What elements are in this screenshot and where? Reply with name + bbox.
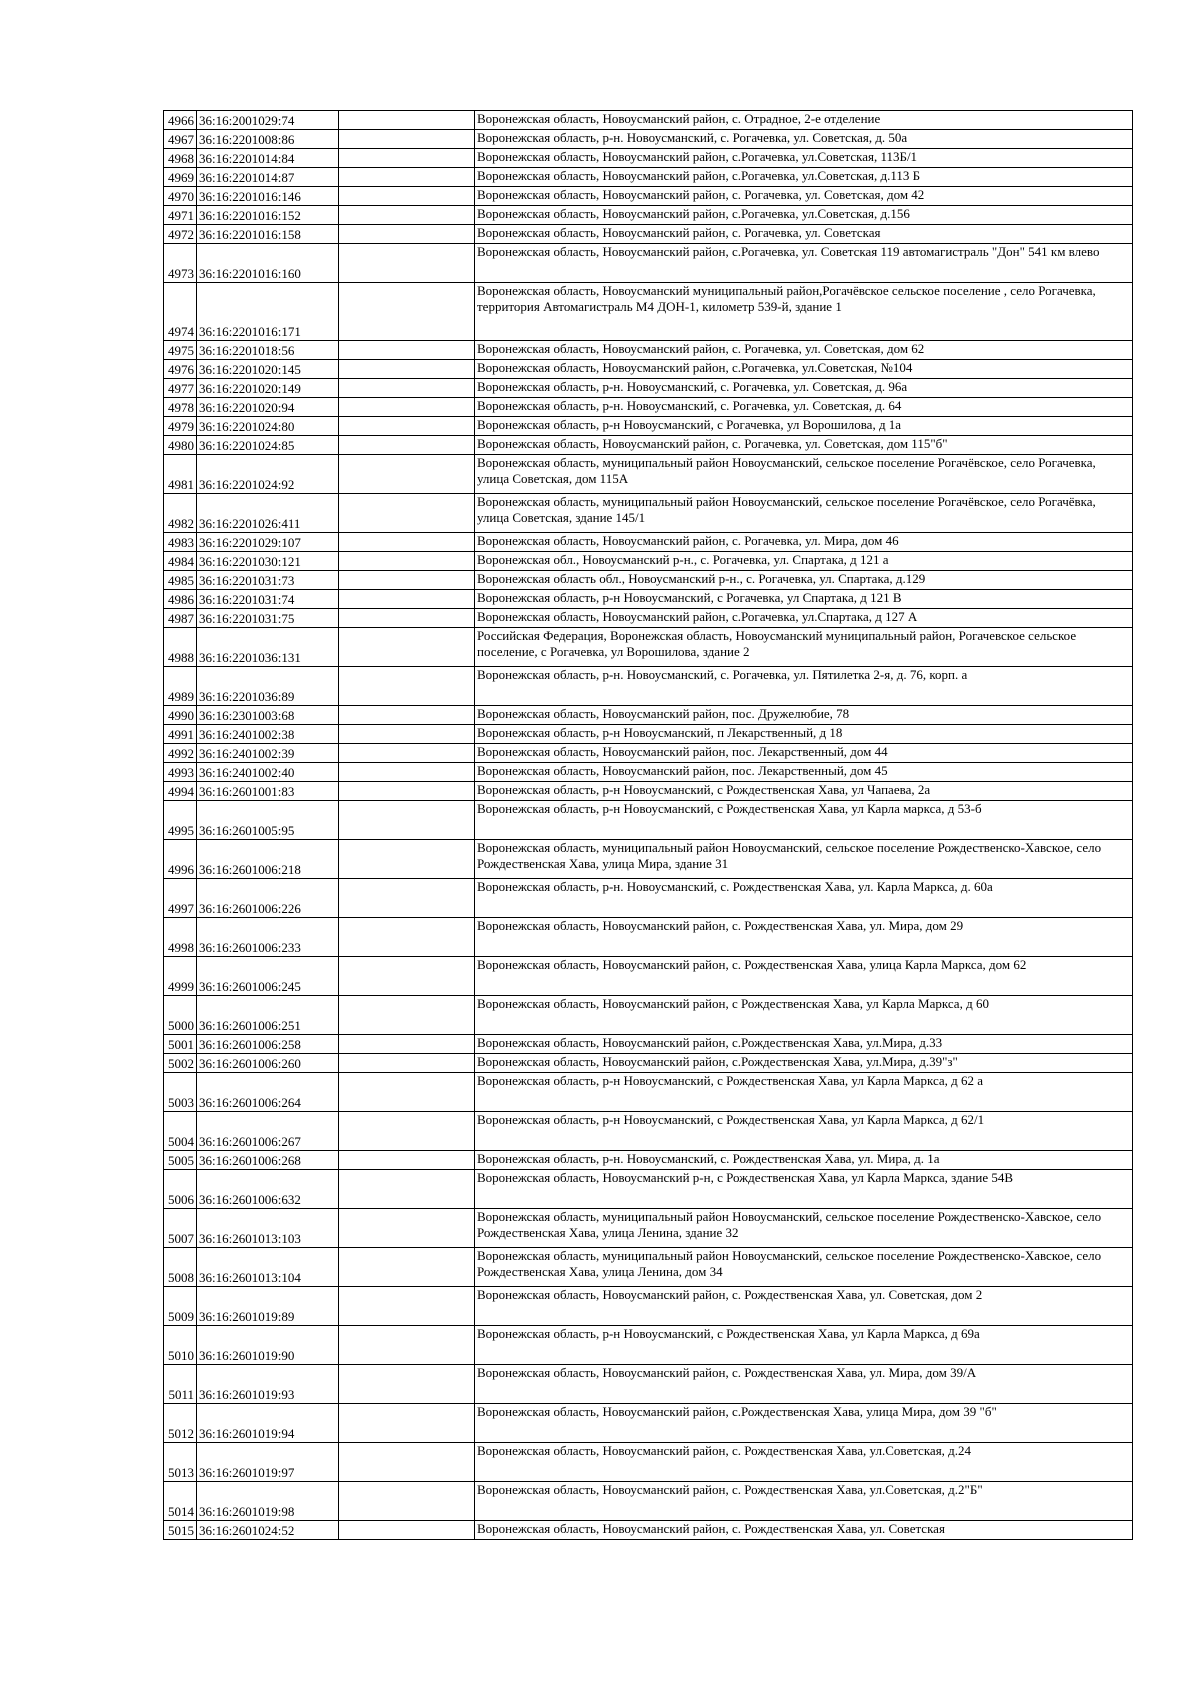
table-row: [164, 149, 1133, 168]
empty-cell: [339, 1073, 475, 1112]
address: Воронежская область, р-н. Новоусманский, с. Рогачевка, ул. Советская, д. 96а: [475, 379, 1133, 398]
table-row: [164, 455, 1133, 494]
address: Воронежская область, Новоусманский район, с. Рождественская Хава, ул. Советская: [475, 1521, 1133, 1540]
cadastral-number: 36:16:2201020:145: [197, 360, 339, 379]
cadastral-number: 36:16:2201014:87: [197, 168, 339, 187]
empty-cell: [339, 168, 475, 187]
empty-cell: [339, 1054, 475, 1073]
table-row: [164, 1443, 1133, 1482]
table-row: [164, 1054, 1133, 1073]
cadastral-number: 36:16:2601019:93: [197, 1365, 339, 1404]
table-row: [164, 879, 1133, 918]
table-row: [164, 1112, 1133, 1151]
cadastral-number: 36:16:2601013:103: [197, 1209, 339, 1248]
address: Российская Федерация, Воронежская область, Новоусманский муниципальный район, Рогачевское сельское поселение, с Рогачевка, ул Ворошилова, здание 2: [475, 628, 1133, 667]
cadastral-number: 36:16:2401002:38: [197, 725, 339, 744]
cadastral-number: 36:16:2601001:83: [197, 782, 339, 801]
cadastral-number: 36:16:2001029:74: [197, 111, 339, 130]
row-number: 4993: [164, 763, 197, 782]
row-number: 4973: [164, 244, 197, 283]
address: Воронежская область, р-н Новоусманский, п Лекарственный, д 18: [475, 725, 1133, 744]
row-number: 4998: [164, 918, 197, 957]
table-row: [164, 1482, 1133, 1521]
registry-table: [163, 110, 1133, 1540]
cadastral-number: 36:16:2401002:40: [197, 763, 339, 782]
address: Воронежская область, Новоусманский район, с. Рогачевка, ул. Советская: [475, 225, 1133, 244]
cadastral-number: 36:16:2401002:39: [197, 744, 339, 763]
table-row: [164, 341, 1133, 360]
empty-cell: [339, 1170, 475, 1209]
row-number: 4987: [164, 609, 197, 628]
cadastral-number: 36:16:2201024:92: [197, 455, 339, 494]
row-number: 5006: [164, 1170, 197, 1209]
address: Воронежская область, Новоусманский район, пос. Лекарственный, дом 45: [475, 763, 1133, 782]
table-row: [164, 918, 1133, 957]
empty-cell: [339, 1521, 475, 1540]
empty-cell: [339, 494, 475, 533]
row-number: 4971: [164, 206, 197, 225]
address: Воронежская область, р-н Новоусманский, с Рождественская Хава, ул Чапаева, 2а: [475, 782, 1133, 801]
empty-cell: [339, 398, 475, 417]
table-row: [164, 398, 1133, 417]
row-number: 5013: [164, 1443, 197, 1482]
table-row: [164, 283, 1133, 341]
address: Воронежская область, Новоусманский район, с. Рогачевка, ул. Советская, дом 115"б": [475, 436, 1133, 455]
cadastral-number: 36:16:2201036:131: [197, 628, 339, 667]
table-row: [164, 628, 1133, 667]
empty-cell: [339, 244, 475, 283]
address: Воронежская область, р-н. Новоусманский, с. Рогачевка, ул. Советская, д. 50а: [475, 130, 1133, 149]
empty-cell: [339, 1404, 475, 1443]
empty-cell: [339, 571, 475, 590]
address: Воронежская область, Новоусманский район, с. Рождественская Хава, ул.Советская, д.24: [475, 1443, 1133, 1482]
empty-cell: [339, 628, 475, 667]
empty-cell: [339, 436, 475, 455]
row-number: 4996: [164, 840, 197, 879]
row-number: 5007: [164, 1209, 197, 1248]
empty-cell: [339, 360, 475, 379]
cadastral-number: 36:16:2201026:411: [197, 494, 339, 533]
address: Воронежская область, Новоусманский район, с. Рогачевка, ул. Мира, дом 46: [475, 533, 1133, 552]
cadastral-number: 36:16:2601019:90: [197, 1326, 339, 1365]
cadastral-number: 36:16:2601006:267: [197, 1112, 339, 1151]
address: Воронежская область, Новоусманский район, пос. Дружелюбие, 78: [475, 706, 1133, 725]
table-row: [164, 168, 1133, 187]
address: Воронежская область, р-н Новоусманский, с Рогачевка, ул Ворошилова, д 1а: [475, 417, 1133, 436]
empty-cell: [339, 417, 475, 436]
row-number: 5008: [164, 1248, 197, 1287]
table-row: [164, 667, 1133, 706]
row-number: 5002: [164, 1054, 197, 1073]
empty-cell: [339, 379, 475, 398]
cadastral-number: 36:16:2201024:80: [197, 417, 339, 436]
cadastral-number: 36:16:2201031:73: [197, 571, 339, 590]
address: Воронежская область, Новоусманский район, с. Рождественская Хава, улица Карла Маркса, дом 62: [475, 957, 1133, 996]
cadastral-number: 36:16:2201018:56: [197, 341, 339, 360]
table-row: [164, 1035, 1133, 1054]
address: Воронежская область, Новоусманский р-н, с Рождественская Хава, ул Карла Маркса, здание 54В: [475, 1170, 1133, 1209]
empty-cell: [339, 1112, 475, 1151]
row-number: 5010: [164, 1326, 197, 1365]
cadastral-number: 36:16:2201016:146: [197, 187, 339, 206]
table-row: [164, 225, 1133, 244]
cadastral-number: 36:16:2601006:226: [197, 879, 339, 918]
empty-cell: [339, 957, 475, 996]
table-row: [164, 436, 1133, 455]
row-number: 4980: [164, 436, 197, 455]
row-number: 4982: [164, 494, 197, 533]
row-number: 4969: [164, 168, 197, 187]
cadastral-number: 36:16:2301003:68: [197, 706, 339, 725]
empty-cell: [339, 552, 475, 571]
row-number: 5014: [164, 1482, 197, 1521]
address: Воронежская область, р-н. Новоусманский, с. Рождественская Хава, ул. Карла Маркса, д. 60а: [475, 879, 1133, 918]
address: Воронежская область, р-н Новоусманский, с Рогачевка, ул Спартака, д 121 В: [475, 590, 1133, 609]
empty-cell: [339, 1326, 475, 1365]
address: Воронежская область, Новоусманский район, с. Рождественская Хава, ул.Советская, д.2"Б": [475, 1482, 1133, 1521]
address: Воронежская область, Новоусманский район, с.Рогачевка, ул.Советская, 113Б/1: [475, 149, 1133, 168]
address: Воронежская область, р-н. Новоусманский, с. Рождественская Хава, ул. Мира, д. 1а: [475, 1151, 1133, 1170]
address: Воронежская область, Новоусманский муниципальный район,Рогачёвское сельское поселение , село Рогачевка, территория Автомагистраль М4 ДОН-1, километр 539-й, здание 1: [475, 283, 1133, 341]
table-row: [164, 763, 1133, 782]
empty-cell: [339, 111, 475, 130]
cadastral-number: 36:16:2601006:218: [197, 840, 339, 879]
empty-cell: [339, 609, 475, 628]
empty-cell: [339, 1035, 475, 1054]
row-number: 4977: [164, 379, 197, 398]
row-number: 5015: [164, 1521, 197, 1540]
cadastral-number: 36:16:2201036:89: [197, 667, 339, 706]
table-row: [164, 417, 1133, 436]
address: Воронежская область, р-н Новоусманский, с Рождественская Хава, ул Карла Маркса, д 62 а: [475, 1073, 1133, 1112]
empty-cell: [339, 455, 475, 494]
address: Воронежская обл., Новоусманский р-н., с. Рогачевка, ул. Спартака, д 121 а: [475, 552, 1133, 571]
table-row: [164, 552, 1133, 571]
empty-cell: [339, 1443, 475, 1482]
address: Воронежская область, Новоусманский район, с.Рогачевка, ул.Спартака, д 127 А: [475, 609, 1133, 628]
address: Воронежская область, р-н Новоусманский, с Рождественская Хава, ул Карла Маркса, д 62/1: [475, 1112, 1133, 1151]
table-row: [164, 206, 1133, 225]
address: Воронежская область, Новоусманский район, с. Отрадное, 2-е отделение: [475, 111, 1133, 130]
table-row: [164, 571, 1133, 590]
table-row: [164, 590, 1133, 609]
table-row: [164, 1521, 1133, 1540]
row-number: 4983: [164, 533, 197, 552]
cadastral-number: 36:16:2601013:104: [197, 1248, 339, 1287]
cadastral-number: 36:16:2601019:98: [197, 1482, 339, 1521]
table-row: [164, 840, 1133, 879]
registry-table-body: [164, 111, 1133, 1540]
table-row: [164, 360, 1133, 379]
cadastral-number: 36:16:2201020:149: [197, 379, 339, 398]
cadastral-number: 36:16:2201014:84: [197, 149, 339, 168]
address: Воронежская область, Новоусманский район, с. Рождественская Хава, ул. Советская, дом 2: [475, 1287, 1133, 1326]
address: Воронежская область, Новоусманский район, с.Рогачевка, ул.Советская, №104: [475, 360, 1133, 379]
empty-cell: [339, 996, 475, 1035]
row-number: 5000: [164, 996, 197, 1035]
empty-cell: [339, 149, 475, 168]
address: Воронежская область, муниципальный район Новоусманский, сельское поселение Рогачёвское, село Рогачёвка, улица Советская, здание 145/1: [475, 494, 1133, 533]
row-number: 4979: [164, 417, 197, 436]
cadastral-number: 36:16:2601006:251: [197, 996, 339, 1035]
row-number: 4991: [164, 725, 197, 744]
table-row: [164, 1248, 1133, 1287]
table-row: [164, 725, 1133, 744]
cadastral-number: 36:16:2201016:160: [197, 244, 339, 283]
empty-cell: [339, 206, 475, 225]
row-number: 4966: [164, 111, 197, 130]
address: Воронежская область, р-н Новоусманский, с Рождественская Хава, ул Карла маркса, д 53-б: [475, 801, 1133, 840]
empty-cell: [339, 1365, 475, 1404]
empty-cell: [339, 840, 475, 879]
empty-cell: [339, 782, 475, 801]
address: Воронежская область, Новоусманский район, с. Рождественская Хава, ул. Мира, дом 29: [475, 918, 1133, 957]
empty-cell: [339, 341, 475, 360]
table-row: [164, 1287, 1133, 1326]
row-number: 4970: [164, 187, 197, 206]
address: Воронежская область, р-н Новоусманский, с Рождественская Хава, ул Карла Маркса, д 69а: [475, 1326, 1133, 1365]
cadastral-number: 36:16:2601006:233: [197, 918, 339, 957]
table-row: [164, 1326, 1133, 1365]
address: Воронежская область, Новоусманский район, с. Рогачевка, ул. Советская, дом 42: [475, 187, 1133, 206]
row-number: 4968: [164, 149, 197, 168]
table-row: [164, 1404, 1133, 1443]
cadastral-number: 36:16:2201016:152: [197, 206, 339, 225]
row-number: 4999: [164, 957, 197, 996]
table-row: [164, 1170, 1133, 1209]
cadastral-number: 36:16:2601019:94: [197, 1404, 339, 1443]
table-row: [164, 1073, 1133, 1112]
row-number: 4985: [164, 571, 197, 590]
row-number: 4990: [164, 706, 197, 725]
row-number: 4986: [164, 590, 197, 609]
table-row: [164, 996, 1133, 1035]
cadastral-number: 36:16:2601024:52: [197, 1521, 339, 1540]
table-row: [164, 706, 1133, 725]
row-number: 4995: [164, 801, 197, 840]
empty-cell: [339, 801, 475, 840]
address: Воронежская область, Новоусманский район, с. Рождественская Хава, ул. Мира, дом 39/А: [475, 1365, 1133, 1404]
address: Воронежская область, Новоусманский район, пос. Лекарственный, дом 44: [475, 744, 1133, 763]
address: Воронежская область, муниципальный район Новоусманский, сельское поселение Рождественско-Хавское, село Рождественская Хава, улица Ленина, здание 32: [475, 1209, 1133, 1248]
empty-cell: [339, 706, 475, 725]
address: Воронежская область обл., Новоусманский р-н., с. Рогачевка, ул. Спартака, д.129: [475, 571, 1133, 590]
row-number: 5001: [164, 1035, 197, 1054]
empty-cell: [339, 918, 475, 957]
cadastral-number: 36:16:2201031:74: [197, 590, 339, 609]
cadastral-number: 36:16:2601006:268: [197, 1151, 339, 1170]
row-number: 5004: [164, 1112, 197, 1151]
table-row: [164, 1365, 1133, 1404]
address: Воронежская область, Новоусманский район, с.Рогачевка, ул. Советская 119 автомагистраль "Дон" 541 км влево: [475, 244, 1133, 283]
row-number: 4974: [164, 283, 197, 341]
row-number: 5003: [164, 1073, 197, 1112]
empty-cell: [339, 533, 475, 552]
address: Воронежская область, р-н. Новоусманский, с. Рогачевка, ул. Советская, д. 64: [475, 398, 1133, 417]
row-number: 5005: [164, 1151, 197, 1170]
table-row: [164, 957, 1133, 996]
empty-cell: [339, 187, 475, 206]
empty-cell: [339, 763, 475, 782]
empty-cell: [339, 225, 475, 244]
empty-cell: [339, 725, 475, 744]
address: Воронежская область, Новоусманский район, с.Рогачевка, ул.Советская, д.156: [475, 206, 1133, 225]
empty-cell: [339, 1248, 475, 1287]
row-number: 4994: [164, 782, 197, 801]
address: Воронежская область, муниципальный район Новоусманский, сельское поселение Рождественско-Хавское, село Рождественская Хава, улица Мира, здание 31: [475, 840, 1133, 879]
cadastral-number: 36:16:2201016:158: [197, 225, 339, 244]
cadastral-number: 36:16:2601006:264: [197, 1073, 339, 1112]
row-number: 4976: [164, 360, 197, 379]
table-row: [164, 609, 1133, 628]
empty-cell: [339, 1209, 475, 1248]
address: Воронежская область, Новоусманский район, с. Рогачевка, ул. Советская, дом 62: [475, 341, 1133, 360]
row-number: 4978: [164, 398, 197, 417]
cadastral-number: 36:16:2201024:85: [197, 436, 339, 455]
address: Воронежская область, муниципальный район Новоусманский, сельское поселение Рогачёвское, село Рогачевка, улица Советская, дом 115А: [475, 455, 1133, 494]
cadastral-number: 36:16:2201029:107: [197, 533, 339, 552]
empty-cell: [339, 879, 475, 918]
table-row: [164, 533, 1133, 552]
address: Воронежская область, Новоусманский район, с.Рождественская Хава, ул.Мира, д.39"з": [475, 1054, 1133, 1073]
cadastral-number: 36:16:2601005:95: [197, 801, 339, 840]
address: Воронежская область, Новоусманский район, с.Рождественская Хава, улица Мира, дом 39 "б": [475, 1404, 1133, 1443]
cadastral-number: 36:16:2201016:171: [197, 283, 339, 341]
cadastral-number: 36:16:2201008:86: [197, 130, 339, 149]
row-number: 4967: [164, 130, 197, 149]
address: Воронежская область, Новоусманский район, с.Рогачевка, ул.Советская, д.113 Б: [475, 168, 1133, 187]
table-row: [164, 782, 1133, 801]
cadastral-number: 36:16:2601019:89: [197, 1287, 339, 1326]
row-number: 4972: [164, 225, 197, 244]
row-number: 4989: [164, 667, 197, 706]
table-row: [164, 1209, 1133, 1248]
row-number: 5012: [164, 1404, 197, 1443]
cadastral-number: 36:16:2601006:260: [197, 1054, 339, 1073]
table-row: [164, 1151, 1133, 1170]
table-row: [164, 379, 1133, 398]
address: Воронежская область, Новоусманский район, с.Рождественская Хава, ул.Мира, д.33: [475, 1035, 1133, 1054]
table-row: [164, 244, 1133, 283]
row-number: 4997: [164, 879, 197, 918]
cadastral-number: 36:16:2201031:75: [197, 609, 339, 628]
row-number: 4984: [164, 552, 197, 571]
row-number: 4975: [164, 341, 197, 360]
cadastral-number: 36:16:2601006:258: [197, 1035, 339, 1054]
cadastral-number: 36:16:2601006:632: [197, 1170, 339, 1209]
table-row: [164, 130, 1133, 149]
row-number: 5011: [164, 1365, 197, 1404]
cadastral-number: 36:16:2201030:121: [197, 552, 339, 571]
empty-cell: [339, 1287, 475, 1326]
cadastral-number: 36:16:2601019:97: [197, 1443, 339, 1482]
table-row: [164, 187, 1133, 206]
table-row: [164, 494, 1133, 533]
row-number: 5009: [164, 1287, 197, 1326]
table-row: [164, 111, 1133, 130]
table-row: [164, 801, 1133, 840]
empty-cell: [339, 667, 475, 706]
address: Воронежская область, р-н. Новоусманский, с. Рогачевка, ул. Пятилетка 2-я, д. 76, корп. а: [475, 667, 1133, 706]
table-row: [164, 744, 1133, 763]
empty-cell: [339, 590, 475, 609]
empty-cell: [339, 1151, 475, 1170]
cadastral-number: 36:16:2201020:94: [197, 398, 339, 417]
row-number: 4988: [164, 628, 197, 667]
address: Воронежская область, муниципальный район Новоусманский, сельское поселение Рождественско-Хавское, село Рождественская Хава, улица Ленина, дом 34: [475, 1248, 1133, 1287]
address: Воронежская область, Новоусманский район, с Рождественская Хава, ул Карла Маркса, д 60: [475, 996, 1133, 1035]
row-number: 4981: [164, 455, 197, 494]
row-number: 4992: [164, 744, 197, 763]
cadastral-number: 36:16:2601006:245: [197, 957, 339, 996]
empty-cell: [339, 130, 475, 149]
empty-cell: [339, 744, 475, 763]
empty-cell: [339, 1482, 475, 1521]
empty-cell: [339, 283, 475, 341]
